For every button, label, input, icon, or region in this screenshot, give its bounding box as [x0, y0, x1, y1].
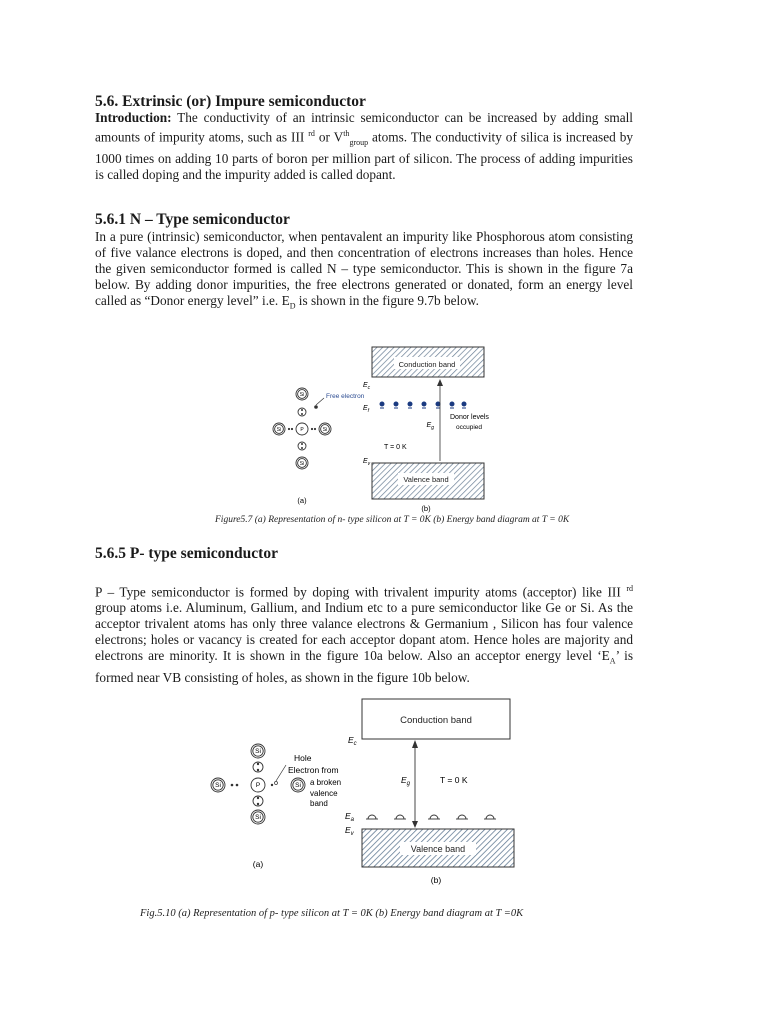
intro-text-a: The conductivity of an intrinsic semiconductor can be increased by adding small amounts of impurity atoms, such as III [95, 110, 633, 145]
p-type-text-c: ’ is formed near VB consisting of holes, as shown in the figure 10b below. [95, 648, 634, 686]
section-heading-extrinsic: 5.6. Extrinsic (or) Impure semiconductor [95, 93, 366, 110]
p-ea-label: $E_a$ [345, 811, 355, 823]
p-hole-pointer [276, 765, 286, 781]
n-type-figure [260, 345, 500, 513]
p-valence-band-label: Valence band [410, 844, 466, 854]
p-hole-marker [275, 782, 278, 785]
intro-paragraph [95, 110, 633, 183]
svg-text:P: P [300, 427, 304, 433]
n-ed-label: $E_f$ [363, 405, 370, 414]
svg-text:Si: Si [215, 782, 221, 789]
p-lattice-electrons [231, 763, 274, 805]
intro-sup-rd: rd [308, 129, 315, 138]
p-label-b: (b) [430, 875, 442, 885]
svg-text:Si: Si [295, 782, 301, 789]
p-acceptor-holes [366, 815, 496, 819]
n-type-paragraph [95, 229, 633, 315]
svg-text:P: P [255, 782, 261, 789]
p-ec-label: $E_c$ [348, 735, 357, 747]
svg-text:Si: Si [276, 427, 282, 433]
n-ev-label: $E_v$ [363, 458, 371, 467]
n-eg-label: $E_g$ [426, 422, 434, 431]
p-conduction-band-label: Conduction band [400, 715, 472, 726]
n-label-b: (b) [421, 504, 431, 513]
n-valence-band-label: Valence band [403, 475, 449, 484]
p-type-sub-a: A [609, 657, 616, 667]
p-eg-arrowhead-up [412, 740, 418, 748]
p-type-figure [200, 695, 530, 895]
n-eg-arrowhead [437, 379, 443, 386]
p-type-sup-rd: rd [626, 584, 633, 593]
section-heading-n-type: 5.6.1 N – Type semiconductor [95, 211, 290, 228]
intro-label: Introduction: [95, 110, 172, 125]
p-label-a: (a) [252, 859, 264, 869]
svg-text:Si: Si [255, 748, 261, 755]
p-eg-label: $E_g$ [400, 775, 410, 787]
n-ec-label: $E_c$ [363, 382, 371, 391]
section-heading-p-type: 5.6.5 P- type semiconductor [95, 545, 278, 562]
n-figure-caption: Figure5.7 (a) Representation of n- type silicon at T = 0K (b) Energy band diagram at T = 0K [215, 515, 570, 525]
n-temp-label: T = 0 K [384, 444, 407, 451]
n-donor-levels-label: Donor levels [450, 414, 489, 421]
svg-text:Si: Si [322, 427, 328, 433]
p-electron-from-label: Electron from [288, 765, 339, 775]
n-type-text-b: is shown in the figure 9.7b below. [295, 293, 479, 308]
p-ev-label: $E_v$ [345, 825, 354, 837]
n-type-sub-d: D [289, 301, 296, 311]
n-donor-electrons [380, 402, 467, 407]
intro-text-b: or V [314, 129, 344, 145]
n-occupied-label: occupied [456, 424, 483, 431]
p-eg-arrowhead-down [412, 821, 418, 828]
p-temp-label: T = 0 K [440, 775, 468, 785]
p-type-paragraph [95, 581, 633, 686]
n-conduction-band-label: Conduction band [398, 360, 456, 369]
n-free-electron-dot [314, 405, 318, 409]
n-free-electron-label: Free electron [326, 393, 365, 400]
intro-sub-group: group [349, 138, 369, 148]
p-hole-label: Hole [294, 753, 312, 763]
p-band-label: band [310, 799, 328, 808]
intro-sup-th: th [343, 129, 350, 138]
p-valence-label: valence [310, 789, 338, 798]
svg-text:Si: Si [299, 392, 305, 398]
n-lattice-labels [277, 392, 327, 467]
p-type-text-b: group atoms i.e. Aluminum, Gallium, and Indium etc to a pure semiconductor like Ge or Si. As the acceptor trivalent atoms has only three valance electrons & Germanium , Silicon has four valence electrons; holes or vacancy is created for each acceptor dopant atom. Hence holes are majority and electrons are minority. It is shown in the figure 10a below. Also an acceptor energy level ‘E [95, 600, 633, 664]
n-type-text-a: In a pure (intrinsic) semiconductor, when pentavalent an impurity like Phosphorous atom consisting of five valance electrons is doped, and then concentration of electrons increases than holes. Hence the given semiconductor formed is called N – type semiconductor. This is shown in the figure 7a below. By adding donor impurities, the free electrons generated or donated, form an energy level called as “Donor energy level” i.e. E [95, 229, 633, 308]
intro-text-c: atoms. The conductivity of silica is increased by 1000 times on adding 10 parts of boron per million part of silicon. The process of adding impurities is called doping and the impurity added is called dopant. [95, 129, 633, 183]
n-free-electron-pointer [316, 398, 324, 405]
svg-text:Si: Si [299, 461, 305, 467]
p-figure-caption: Fig.5.10 (a) Representation of p- type silicon at T = 0K (b) Energy band diagram at T =0K [140, 908, 524, 919]
svg-text:Si: Si [255, 814, 261, 821]
p-type-text-a: P – Type semiconductor is formed by doping with trivalent impurity atoms (acceptor) like III [95, 584, 627, 600]
n-label-a: (a) [297, 496, 307, 505]
p-broken-label: a broken [310, 778, 342, 787]
